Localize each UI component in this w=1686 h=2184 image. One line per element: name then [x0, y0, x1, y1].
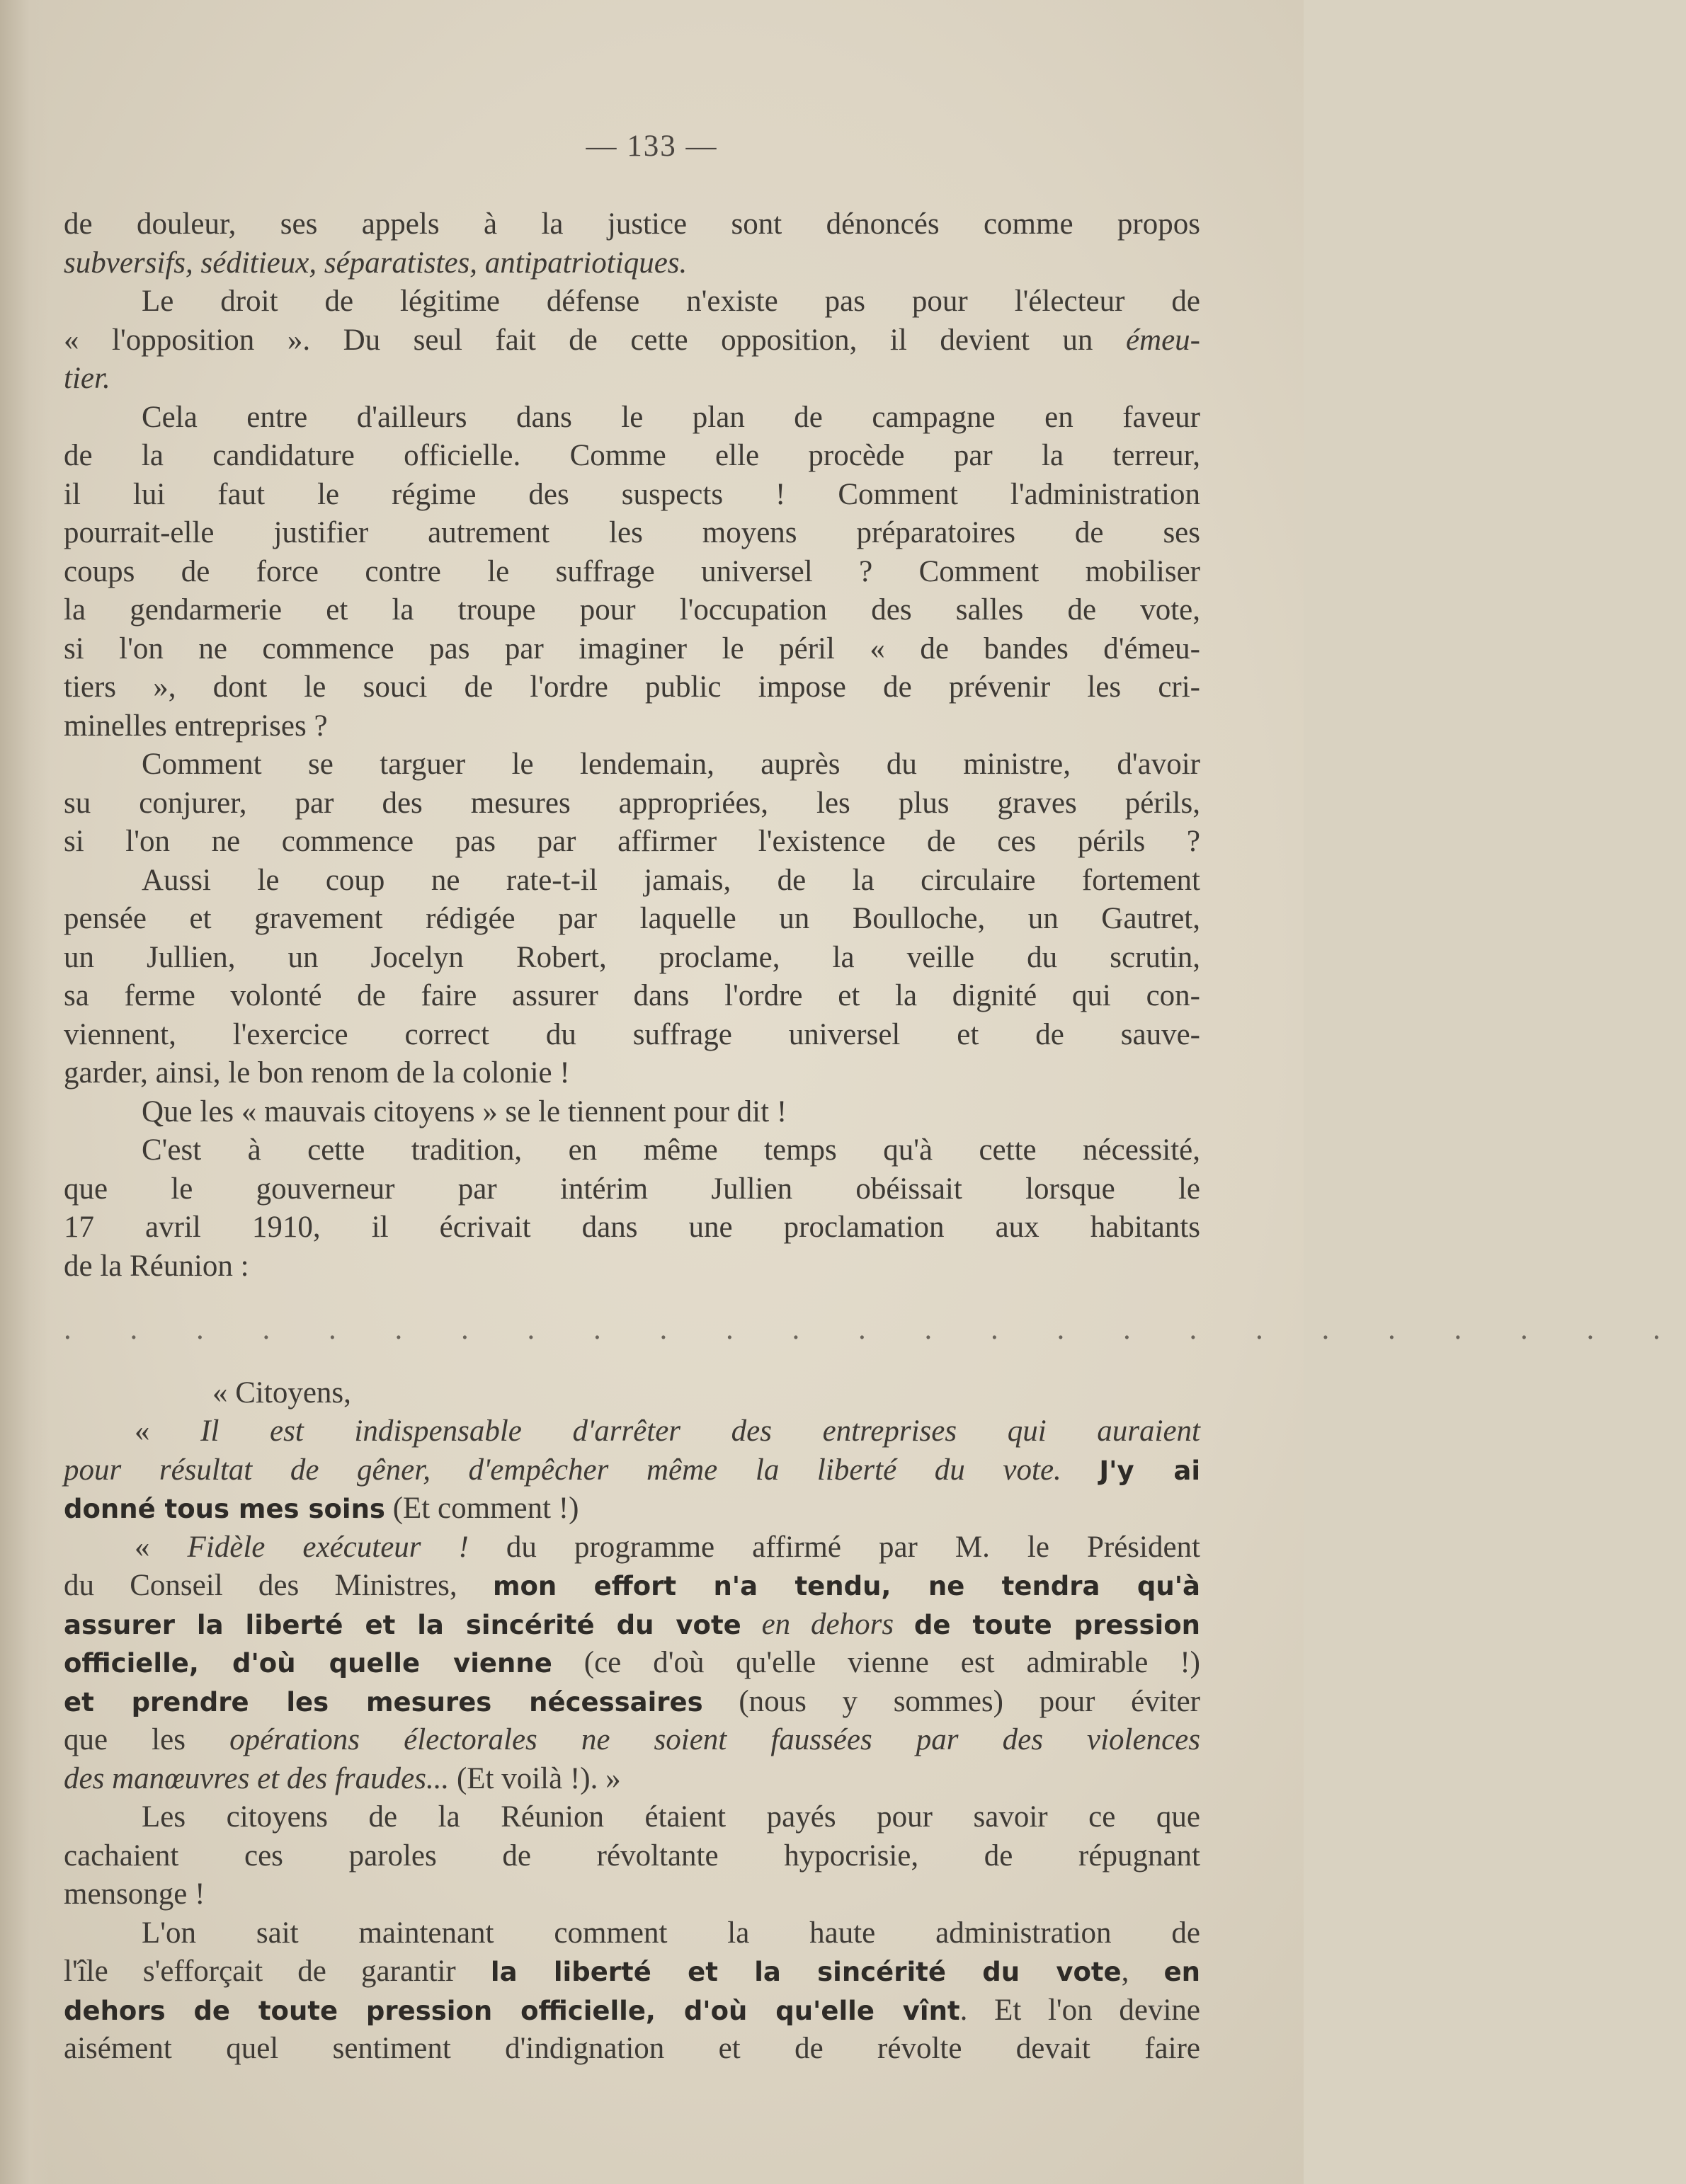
text-span: sa ferme volonté de faire assurer dans l'ordre et la dignité qui con-	[64, 979, 1200, 1012]
text-line	[64, 514, 1200, 553]
text-line	[64, 321, 1200, 360]
text-line	[64, 1721, 1200, 1760]
text-line	[64, 1170, 1200, 1209]
text-line	[64, 476, 1200, 515]
text-span: si l'on ne commence pas par affirmer l'existence de ces périls ?	[64, 825, 1200, 858]
spacer	[64, 1349, 1200, 1374]
text-line	[64, 282, 1200, 321]
text-line	[64, 1374, 1200, 1413]
bold-text: assurer la liberté et la sincérité du vote	[64, 1609, 741, 1640]
text-span: Cela entre d'ailleurs dans le plan de campagne en faveur	[142, 400, 1200, 434]
text-line	[64, 862, 1200, 901]
text-line	[64, 707, 1200, 746]
text-line	[64, 1131, 1200, 1170]
text-span: L'on sait maintenant comment la haute administration de	[142, 1916, 1200, 1950]
bold-text: mon effort n'a tendu, ne tendra qu'à	[492, 1571, 1200, 1601]
bold-text: de toute pression	[913, 1609, 1200, 1640]
text-line	[64, 1490, 1200, 1528]
bold-text: dehors de toute pression officielle, d'où qu'elle vînt	[64, 1995, 960, 2026]
text-line	[64, 1644, 1200, 1683]
text-span: minelles entreprises ?	[64, 709, 328, 743]
text-line	[64, 360, 1200, 399]
text-line	[64, 244, 1200, 283]
text-span: su conjurer, par des mesures appropriées, les plus graves périls,	[64, 786, 1200, 820]
text-span: du Conseil des Ministres,	[64, 1569, 493, 1602]
ellipsis-row	[64, 1310, 1686, 1349]
text-line	[64, 1247, 1200, 1286]
bold-text: la liberté et la sincérité du vote	[490, 1957, 1122, 1987]
italic-text: Fidèle exécuteur !	[187, 1530, 469, 1564]
text-line	[64, 399, 1200, 438]
text-span: pourrait-elle justifier autrement les moyens préparatoires de ses	[64, 516, 1200, 549]
text-span	[1061, 1453, 1100, 1487]
text-span: coups de force contre le suffrage universel ? Comment mobiliser	[64, 554, 1200, 588]
text-span: aisément quel sentiment d'indignation et de révolte devait faire	[64, 2032, 1200, 2065]
page-spine-shadow	[0, 0, 50, 2184]
text-span: (Et voilà !). »	[449, 1761, 621, 1795]
text-line	[64, 784, 1200, 823]
text-line	[64, 1208, 1200, 1247]
page-number: — 133 —	[586, 130, 718, 163]
text-span: « l'opposition ». Du seul fait de cette opposition, il devient un	[64, 323, 1126, 357]
text-span: que les	[64, 1723, 230, 1756]
text-span: Comment se targuer le lendemain, auprès du ministre, d'avoir	[142, 748, 1200, 781]
text-line	[64, 745, 1200, 784]
text-line	[64, 591, 1200, 630]
text-span: viennent, l'exercice correct du suffrage universel et de sauve-	[64, 1017, 1200, 1051]
bold-text: donné tous mes soins	[64, 1494, 385, 1524]
text-line	[64, 1567, 1200, 1606]
text-span: 17 avril 1910, il écrivait dans une proclamation aux habitants	[64, 1211, 1200, 1244]
text-span: cachaient ces paroles de révoltante hypocrisie, de répugnant	[64, 1839, 1200, 1873]
text-line	[64, 1798, 1200, 1837]
text-span: «	[135, 1530, 188, 1564]
italic-text: en dehors	[761, 1607, 894, 1641]
text-line	[64, 1991, 1200, 2030]
text-line	[64, 1837, 1200, 1876]
text-span: (ce d'où qu'elle vienne est admirable !)	[552, 1646, 1200, 1679]
bold-text: officielle, d'où quelle vienne	[64, 1648, 552, 1679]
text-line	[64, 1760, 1200, 1799]
text-line	[64, 1528, 1200, 1567]
text-span: que le gouverneur par intérim Jullien obéissait lorsque le	[64, 1172, 1200, 1206]
text-span: l'île s'efforçait de garantir	[64, 1955, 491, 1988]
text-span	[894, 1608, 914, 1641]
text-line	[64, 1093, 1200, 1132]
text-line	[64, 1953, 1200, 1991]
text-span: pensée et gravement rédigée par laquelle un Boulloche, un Gautret,	[64, 902, 1200, 935]
bold-text: en	[1163, 1957, 1201, 1987]
text-line	[64, 553, 1200, 592]
text-line	[64, 205, 1200, 244]
text-span: (Et comment !)	[385, 1492, 579, 1525]
italic-text: tier.	[64, 362, 110, 395]
text-span: de douleur, ses appels à la justice sont dénoncés comme propos	[64, 207, 1200, 241]
text-line	[64, 977, 1200, 1016]
text-span: (nous y sommes) pour éviter	[702, 1684, 1200, 1718]
spacer	[64, 1286, 1200, 1310]
text-line	[64, 630, 1200, 669]
text-span: C'est à cette tradition, en même temps qu'à cette nécessité,	[142, 1133, 1200, 1167]
text-line	[64, 900, 1200, 939]
text-span: si l'on ne commence pas par imaginer le péril « de bandes d'émeu-	[64, 631, 1200, 665]
bold-text: J'y ai	[1099, 1455, 1201, 1486]
italic-text: opérations électorales ne soient faussées par des violences	[229, 1723, 1200, 1756]
text-line	[64, 1412, 1200, 1451]
text-line	[64, 1451, 1200, 1490]
text-line	[64, 1016, 1200, 1055]
text-span: mensonge !	[64, 1877, 205, 1911]
text-line	[64, 437, 1200, 476]
text-span: un Jullien, un Jocelyn Robert, proclame, la veille du scrutin,	[64, 940, 1200, 974]
text-span: de la Réunion :	[64, 1249, 249, 1283]
text-line	[64, 1683, 1200, 1722]
text-line	[64, 1875, 1200, 1914]
italic-text: subversifs, séditieux, séparatistes, antipatriotiques.	[64, 246, 688, 280]
text-span: Aussi le coup ne rate-t-il jamais, de la circulaire fortement	[142, 863, 1200, 897]
italic-text: Il est indispensable d'arrêter des entreprises qui auraient	[200, 1414, 1200, 1448]
text-line	[64, 823, 1200, 862]
text-span: du programme affirmé par M. le Président	[468, 1530, 1201, 1564]
text-line	[64, 1054, 1200, 1093]
text-span: Les citoyens de la Réunion étaient payés pour savoir ce que	[142, 1800, 1200, 1834]
text-line	[64, 2030, 1200, 2069]
text-span: Que les « mauvais citoyens » se le tiennent pour dit !	[142, 1094, 787, 1128]
text-span: il lui faut le régime des suspects ! Comment l'administration	[64, 477, 1200, 511]
text-span: «	[135, 1414, 201, 1448]
text-span: tiers », dont le souci de l'ordre public impose de prévenir les cri-	[64, 670, 1200, 704]
text-line	[64, 939, 1200, 978]
text-line	[64, 1606, 1200, 1645]
italic-text: des manœuvres et des fraudes...	[64, 1761, 450, 1795]
text-span: la gendarmerie et la troupe pour l'occupation des salles de vote,	[64, 593, 1200, 627]
text-span: ,	[1121, 1955, 1164, 1988]
body-text	[64, 205, 1686, 2069]
italic-text: émeu-	[1125, 323, 1200, 357]
text-span: Le droit de légitime défense n'existe pas pour l'électeur de	[142, 285, 1200, 318]
text-span: de la candidature officielle. Comme elle procède par la terreur,	[64, 439, 1200, 472]
bold-text: et prendre les mesures nécessaires	[64, 1686, 703, 1717]
italic-text: pour résultat de gêner, d'empêcher même la liberté du vote.	[64, 1453, 1061, 1487]
text-span	[741, 1608, 762, 1641]
text-span: « Citoyens,	[212, 1376, 351, 1410]
text-span: . Et l'on devine	[959, 1993, 1200, 2027]
text-line	[64, 1914, 1200, 1953]
text-span: . . . . . . . . . . . . . . . . . . . . . . . . .	[64, 1313, 1686, 1346]
text-line	[64, 668, 1200, 707]
text-span: garder, ainsi, le bon renom de la colonie !	[64, 1056, 570, 1090]
